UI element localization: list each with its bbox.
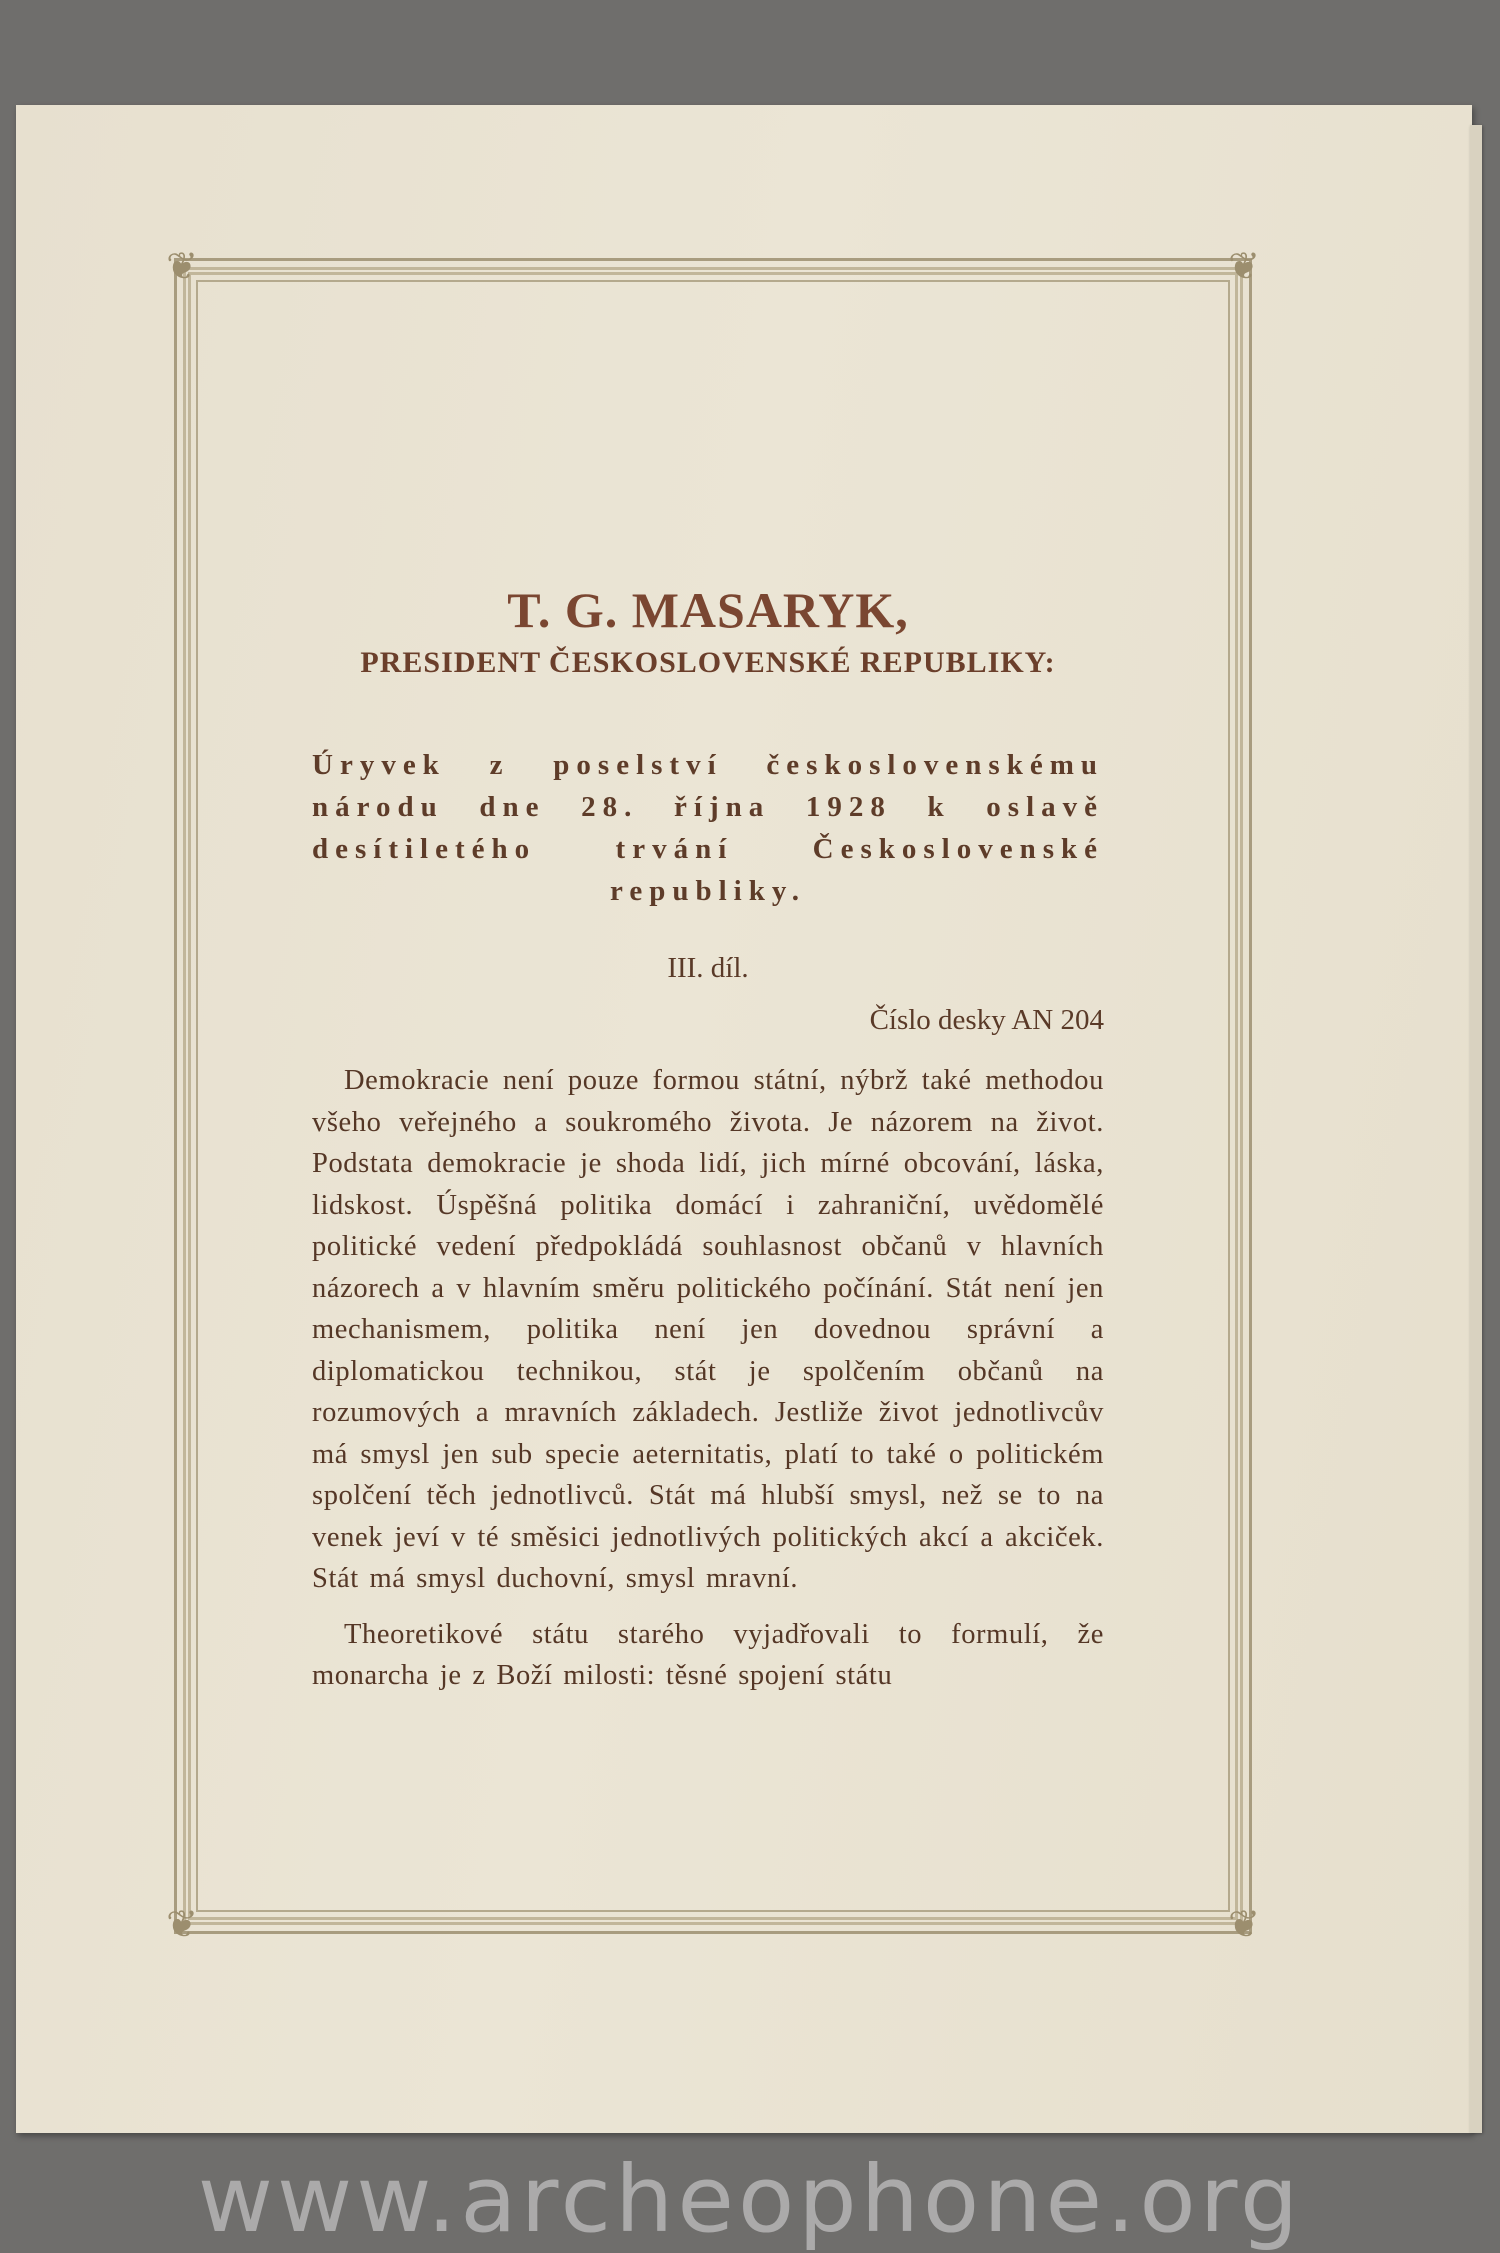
part-label: III. díl.: [667, 952, 749, 984]
corner-ornament-icon: ❦: [1228, 1902, 1260, 1946]
corner-ornament-icon: ❦: [166, 244, 198, 288]
corner-ornament-icon: ❦: [1228, 244, 1260, 288]
body-paragraph: Demokracie není pouze formou státní, nýbrž také methodou všeho veřejného a soukromého života. Je názorem na život. Podstata demokracie je shoda lidí, jich mírné obcování, láska, lidskost. Úspěšná politika domácí i zahraniční, uvědomělé politické vedení předpokládá souhlasnost občanů v hlavních názorech a v hlavním směru politického počínání. Stát není jen mechanismem, politika není jen dovednou správní a diplomatickou technikou, stát je spolčením občanů na rozumových a mravních základech. Jestliže život jednotlivcův má smysl jen sub specie aeternitatis, platí to také o politickém spolčení těch jednotlivců. Stát má hlubší smysl, než se to na venek jeví v té směsici jednotlivých politických akcí a akciček. Stát má smysl duchovní, smysl mravní.: [312, 1065, 1104, 1594]
page-edge: [1470, 125, 1482, 2133]
document-title: T. G. MASARYK,: [507, 582, 909, 638]
document-subtitle: PRESIDENT ČESKOSLOVENSKÉ REPUBLIKY:: [360, 646, 1056, 679]
watermark-text: www.archeophone.org: [197, 2146, 1303, 2253]
corner-ornament-icon: ❦: [166, 1902, 198, 1946]
body-paragraph: Theoretikové státu starého vyjadřovali to formulí, že monarcha je z Boží milosti: těsné spojení státu: [312, 1618, 1104, 1691]
excerpt-description: Úryvek z poselství československému národu dne 28. října 1928 k oslavě desítiletého trvání Československé republiky.: [312, 749, 1104, 907]
record-number: Číslo desky AN 204: [869, 1004, 1104, 1036]
document-content: [312, 580, 1104, 1697]
